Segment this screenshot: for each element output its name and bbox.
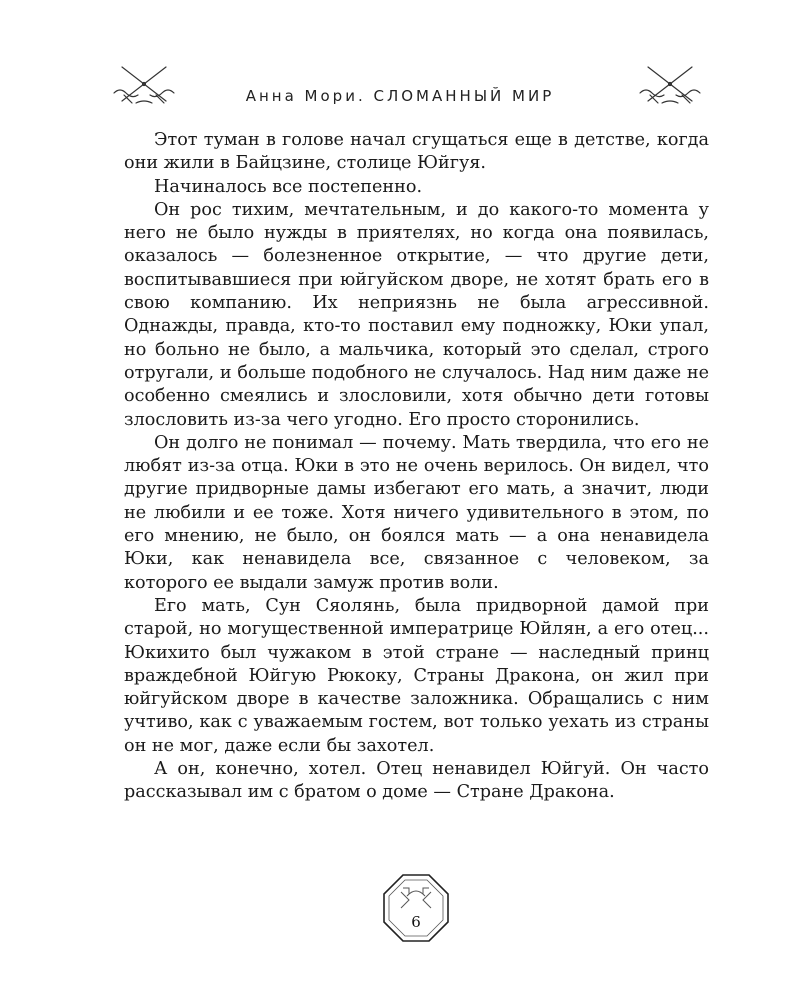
author-name: Анна Мори.: [245, 87, 366, 105]
paragraph: Он рос тихим, мечтательным, и до какого-то момента у него не было нужды в приятелях, но когда она появилась, оказалось — болезненное открытие, — что другие дети, воспитывавшиеся при юйгуйском дворе, не хотят брать его в свою компанию. Их неприязнь не была агрессивной. Однажды, правда, кто-то поставил ему подножку, Юки упал, но больно не было, а мальчика, который это сделал, строго отругали, и больше подобного не случалось. Над ним даже не особенно смеялись и злословили, хотя обычно дети готовы злословить из-за чего угодно. Его просто сторонились.: [124, 199, 709, 430]
book-title: СЛОМАННЫЙ МИР: [373, 87, 555, 105]
running-header: [0, 55, 800, 115]
paragraph: Этот туман в голове начал сгущаться еще в детстве, когда они жили в Байцзине, столице Юйгуя.: [124, 130, 709, 174]
paragraph: Начиналось все постепенно.: [154, 176, 423, 197]
paragraph: Он долго не понимал — почему. Мать твердила, что его не любят из-за отца. Юки в это не очень верилось. Он видел, что другие придворные дамы избегают его мать, а значит, люди не любили и ее тоже. Хотя ничего удивительного в этом, по его мнению, не было, он боялся мать — а она ненавидела Юки, как ненавидела все, связанное с человеком, за которого ее выдали замуж против воли.: [124, 432, 709, 593]
page-number-badge: [381, 872, 451, 944]
page-body: [124, 129, 709, 805]
paragraph: А он, конечно, хотел. Отец ненавидел Юйгуй. Он часто рассказывал им с братом о доме — Стране Дракона.: [124, 759, 709, 803]
crossed-swords-icon: [638, 63, 702, 107]
paragraph: Его мать, Сун Сяолянь, была придворной дамой при старой, но могущественной императрице Юйлян, а его отец... Юкихито был чужаком в этой стране — наследный принц враждебной Юйгую Рюкоку, Страны Дракона, он жил при юйгуйском дворе в качестве заложника. Обращались с ним учтиво, как с уважаемым гостем, вот только уехать из страны он не мог, даже если бы захотел.: [124, 595, 709, 756]
octagon-knot-icon: [381, 872, 451, 944]
page-number: 6: [411, 913, 421, 931]
